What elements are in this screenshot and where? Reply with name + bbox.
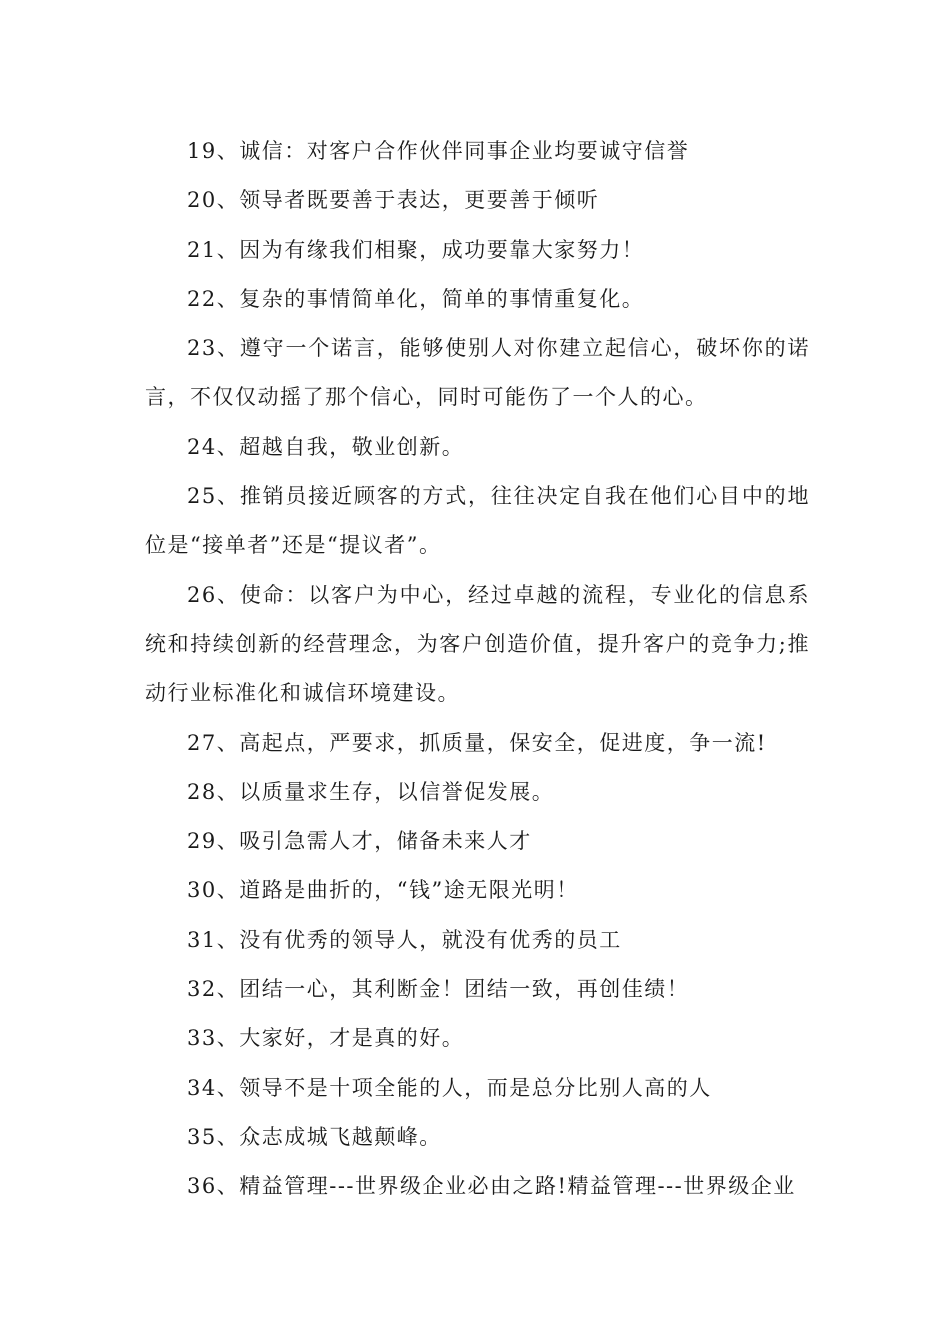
- paragraph-34: 34、领导不是十项全能的人，而是总分比别人高的人: [187, 1075, 712, 1100]
- paragraph-28: 28、以质量求生存，以信誉促发展。: [187, 779, 555, 804]
- paragraph-30: 30、道路是曲折的，“钱”途无限光明！: [187, 878, 579, 903]
- paragraph-22: 22、复杂的事情简单化，简单的事情重复化。: [187, 286, 645, 311]
- paragraph-21: 21、因为有缘我们相聚，成功要靠大家努力！: [187, 237, 645, 262]
- paragraph-25: 25、推销员接近顾客的方式，往往决定自我在他们心目中的地位是“接单者”还是“提议者”。: [145, 484, 810, 558]
- paragraph-23: 23、遵守一个诺言，能够使别人对你建立起信心，破坏你的诺言，不仅仅动摇了那个信心，同时可能伤了一个人的心。: [145, 336, 810, 410]
- paragraph-32: 32、团结一心，其利断金！团结一致，再创佳绩！: [187, 977, 690, 1002]
- paragraph-36: 36、精益管理---世界级企业必由之路!精益管理---世界级企业: [187, 1174, 796, 1199]
- paragraph-26: 26、使命：以客户为中心，经过卓越的流程，专业化的信息系统和持续创新的经营理念，为客户创造价值，提升客户的竞争力;推动行业标准化和诚信环境建设。: [145, 582, 810, 706]
- paragraph-31: 31、没有优秀的领导人，就没有优秀的员工: [187, 927, 622, 952]
- document-body: [145, 127, 810, 1212]
- paragraph-20: 20、领导者既要善于表达，更要善于倾听: [187, 188, 600, 213]
- paragraph-19: 19、诚信：对客户合作伙伴同事企业均要诚守信誉: [187, 139, 690, 163]
- paragraph-35: 35、众志成城飞越颠峰。: [187, 1124, 442, 1149]
- paragraph-27: 27、高起点，严要求，抓质量，保安全，促进度，争一流!: [187, 730, 767, 755]
- paragraph-33: 33、大家好，才是真的好。: [187, 1026, 465, 1051]
- paragraph-29: 29、吸引急需人才，储备未来人才: [187, 829, 532, 854]
- paragraph-24: 24、超越自我，敬业创新。: [187, 434, 465, 459]
